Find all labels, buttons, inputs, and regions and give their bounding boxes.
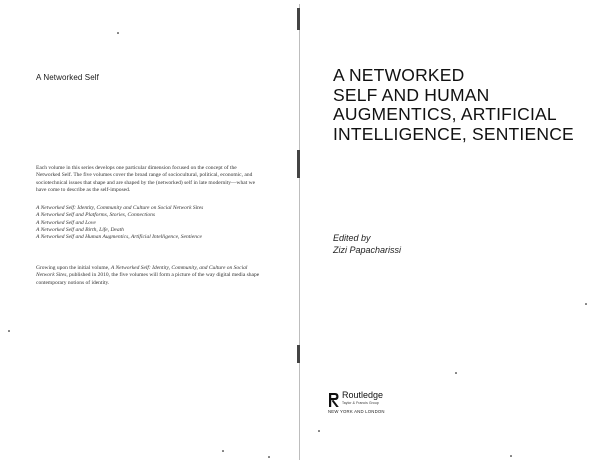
page-gutter: [299, 4, 300, 460]
gutter-mark: [297, 345, 300, 363]
scan-speck: [318, 430, 320, 432]
gutter-mark: [297, 150, 300, 178]
publisher-name: Routledge: [342, 390, 384, 400]
volume-item: A Networked Self: Identity, Community and Culture on Social Network Sites: [36, 205, 204, 211]
title-line: SELF AND HUMAN: [333, 84, 490, 105]
closing-text-start: Growing upon the initial volume,: [36, 265, 111, 271]
publisher-place: NEW YORK AND LONDON: [328, 409, 385, 414]
edited-by-label: Edited by: [333, 233, 371, 243]
volume-item: A Networked Self and Love: [36, 219, 96, 226]
scan-speck: [585, 303, 587, 305]
title-line: AUGMENTICS, ARTIFICIAL: [333, 104, 557, 124]
scan-speck: [222, 450, 224, 452]
title-line: INTELLIGENCE, SENTIENCE: [333, 123, 574, 144]
scan-speck: [510, 455, 512, 457]
volume-item: A Networked Self and Birth, Life, Death: [36, 226, 124, 233]
volume-list: [36, 205, 266, 241]
scan-speck: [268, 456, 270, 458]
routledge-logo-icon: [328, 392, 340, 408]
series-description: Each volume in this series develops one particular dimension focused on the concept of the Networked Self. The five volumes cover the broad range of sociocultural, political, economic, and sociotechnical issues that shape and are shaped by the (networked) self in late modernity—what we have come to describe as the self-imposed.: [36, 165, 256, 193]
series-closing-paragraph: [36, 265, 261, 287]
gutter-mark: [297, 8, 300, 30]
first-volume-title: A Networked Self: Identity, Community, and Culture on Social Network Sites: [36, 265, 248, 279]
editor-name: Zizi Papacharissi: [333, 245, 402, 255]
scan-speck: [455, 372, 457, 374]
closing-text-end: , published in 2010, the five volumes will form a picture of the way digital media shape contemporary notions of identity.: [36, 272, 260, 286]
scan-speck: [117, 32, 119, 34]
series-title: A Networked Self: [36, 73, 99, 82]
book-title: [333, 66, 583, 144]
publisher-group: Taylor & Francis Group: [342, 401, 379, 405]
title-line: A NETWORKED: [333, 65, 465, 85]
scan-speck: [8, 330, 10, 332]
volume-item: A Networked Self and Platforms, Stories, Connections: [36, 212, 156, 219]
volume-item: A Networked Self and Human Augmentics, Artificial Intelligence, Sentience: [36, 234, 202, 241]
